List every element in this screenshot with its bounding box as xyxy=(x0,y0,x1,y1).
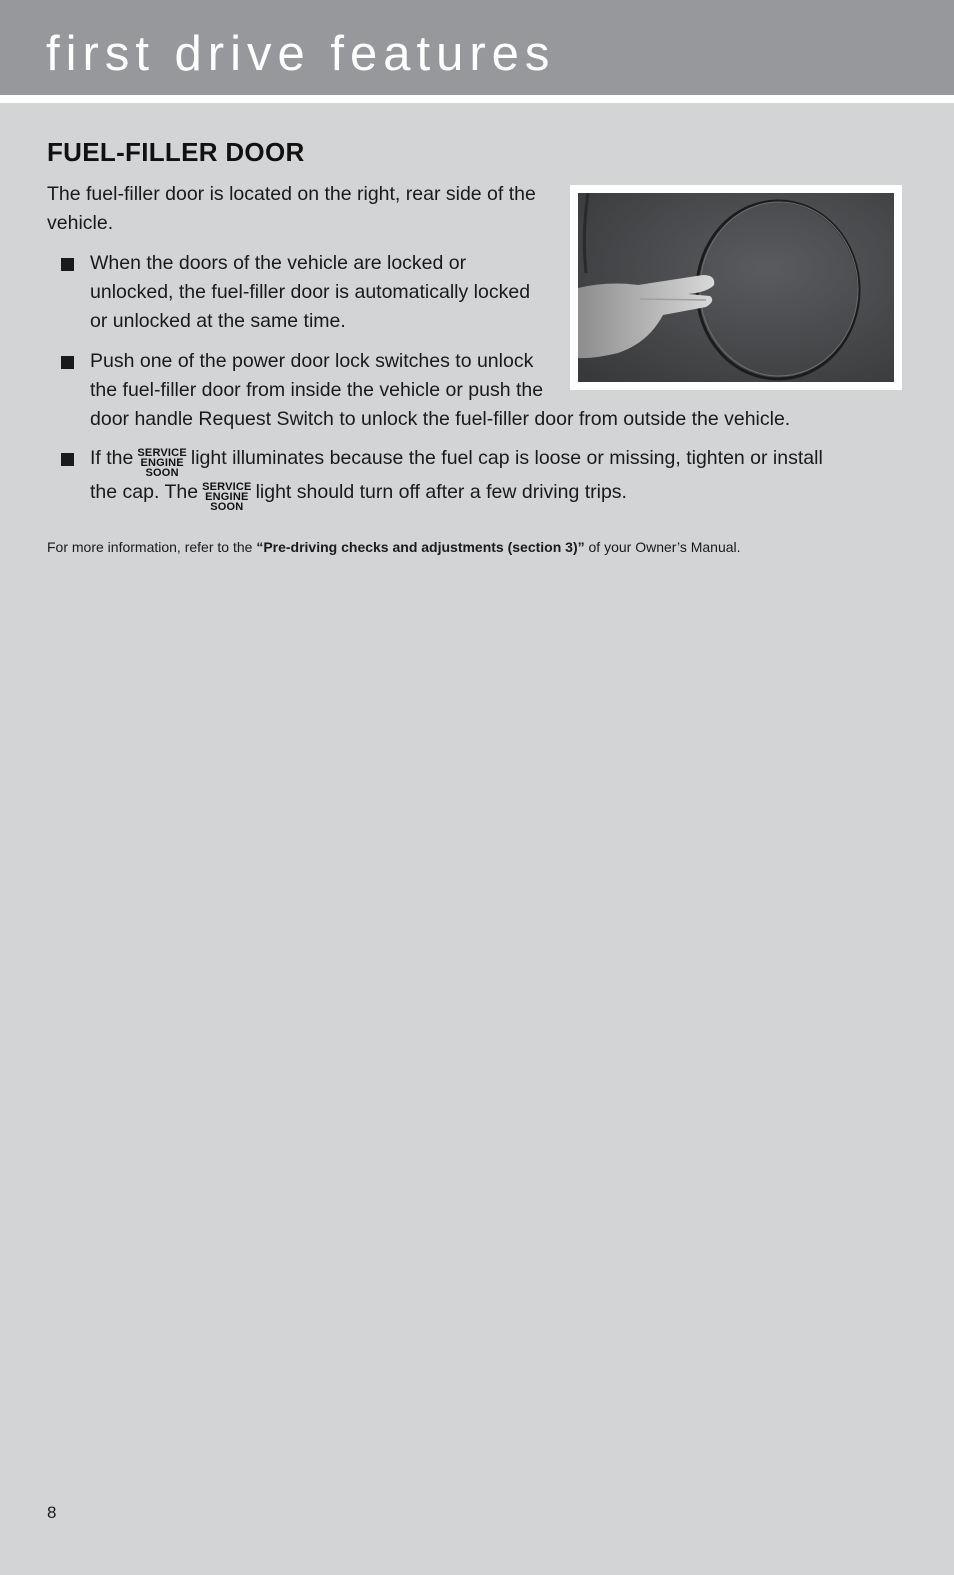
bullet-marker xyxy=(61,453,74,466)
bullet-marker xyxy=(61,258,74,271)
bullet-marker xyxy=(61,356,74,369)
bullet-unlock-line: door handle Request Switch to unlock the fuel-filler door from outside the vehicle. xyxy=(90,408,791,430)
footnote-suffix: of your Owner’s Manual. xyxy=(588,539,741,555)
bullet-sel-text: light illuminates because the fuel cap is loose or missing, tighten or install xyxy=(190,447,823,469)
footnote-prefix: For more information, refer to the xyxy=(47,539,253,555)
section-heading: FUEL-FILLER DOOR xyxy=(47,137,305,167)
intro-paragraph: The fuel-filler door is located on the right, rear side of the vehicle. xyxy=(47,183,536,234)
service-engine-soon-icon: SERVICE ENGINE SOON xyxy=(202,481,252,513)
bullet-sel-text: If the xyxy=(90,447,134,469)
fuel-door-photo xyxy=(570,185,902,390)
footnote-reference xyxy=(47,538,741,556)
bullet-unlock-line: Push one of the power door lock switches to unlock xyxy=(90,350,534,372)
page-number: 8 xyxy=(47,1503,57,1522)
bullet-service-engine-light xyxy=(90,444,880,512)
fuel-door-photo-image xyxy=(578,193,894,382)
header-divider xyxy=(0,95,954,103)
page-header-band xyxy=(0,0,954,95)
bullet-auto-lock: When the doors of the vehicle are locked or unlocked, the fuel-filler door is automatically locked or unlocked at the same time. xyxy=(90,252,531,332)
footnote-manual-section: “Pre-driving checks and adjustments (section 3)” xyxy=(256,539,585,555)
service-engine-soon-icon: SERVICE ENGINE SOON xyxy=(137,447,187,479)
page-header-title: first drive features xyxy=(46,27,556,81)
bullet-sel-text: the cap. The xyxy=(90,481,199,503)
bullet-unlock-line: the fuel-filler door from inside the vehicle or push the xyxy=(90,379,544,401)
bullet-sel-text: light should turn off after a few driving trips. xyxy=(255,481,627,503)
